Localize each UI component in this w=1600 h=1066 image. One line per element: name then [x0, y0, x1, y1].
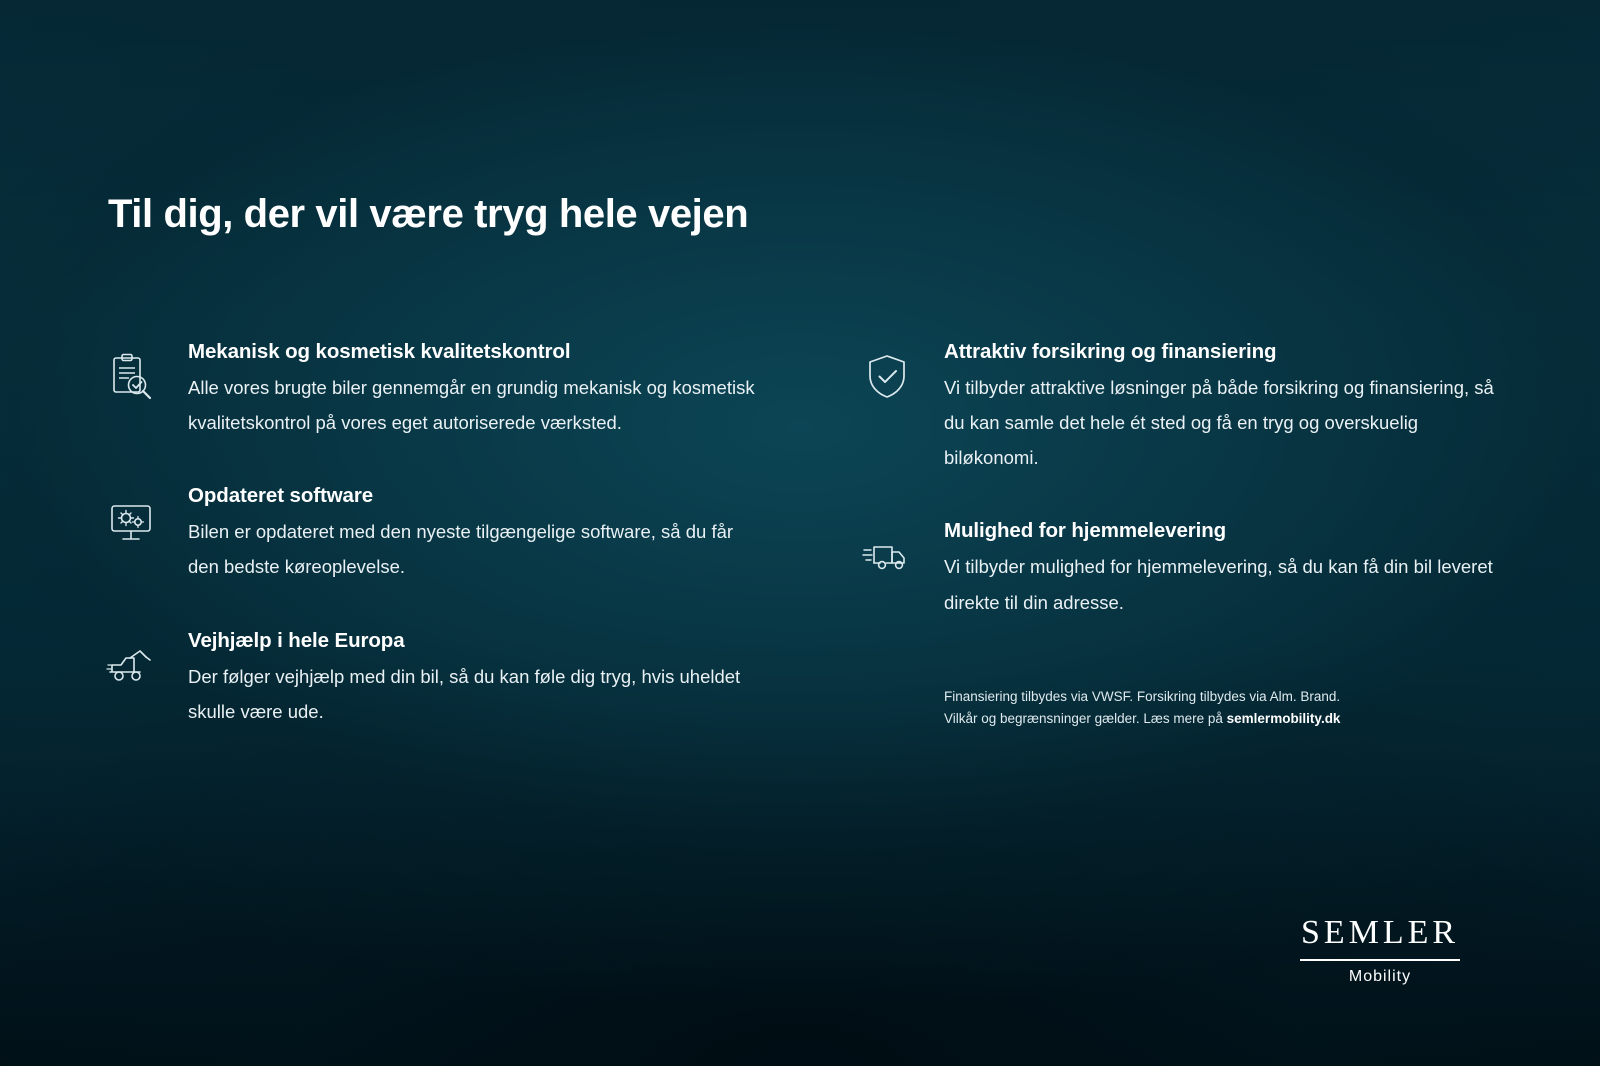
- features-columns: [100, 340, 1520, 773]
- logo-subtitle: Mobility: [1348, 968, 1412, 985]
- page-title: Til dig, der vil være tryg hele vejen: [108, 192, 749, 236]
- feature-text: [188, 629, 760, 729]
- feature-body: Der følger vejhjælp med din bil, så du kan føle dig tryg, hvis uheldet skulle være ude.: [188, 665, 741, 722]
- feature-item: [100, 340, 760, 440]
- feature-item: [856, 340, 1516, 475]
- shield-check-icon: [856, 340, 944, 404]
- tow-truck-icon: [100, 629, 188, 693]
- feature-heading: Opdateret software: [188, 484, 374, 508]
- feature-item: [856, 519, 1516, 619]
- disclaimer-line-2-text: Vilkår og begrænsninger gælder. Læs mere på: [944, 710, 1227, 726]
- feature-text: [188, 484, 760, 584]
- feature-body: Bilen er opdateret med den nyeste tilgængelige software, så du får den bedste køreoplevelse.: [188, 521, 734, 578]
- feature-item: [100, 629, 760, 729]
- features-column-right: [856, 340, 1516, 773]
- feature-body: Vi tilbyder attraktive løsninger på både forsikring og finansiering, så du kan samle det hele ét sted og få en tryg og overskuelig biløkonomi.: [944, 377, 1494, 469]
- logo-wordmark: SEMLER: [1300, 913, 1460, 951]
- clipboard-check-magnifier-icon: [100, 340, 188, 404]
- feature-heading: Mulighed for hjemmelevering: [944, 519, 1227, 543]
- feature-heading: Attraktiv forsikring og finansiering: [944, 340, 1277, 363]
- logo-divider: [1300, 959, 1460, 961]
- feature-heading: Mekanisk og kosmetisk kvalitetskontrol: [188, 340, 571, 363]
- feature-text: [944, 519, 1516, 619]
- features-column-left: [100, 340, 760, 773]
- feature-body: Alle vores brugte biler gennemgår en grundig mekanisk og kosmetisk kvalitetskontrol på vores eget autoriserede værksted.: [188, 377, 755, 434]
- feature-text: [944, 340, 1516, 475]
- feature-text: [188, 340, 760, 440]
- disclaimer: [944, 686, 1464, 731]
- semler-mobility-logo: [1280, 914, 1480, 986]
- feature-body: Vi tilbyder mulighed for hjemmelevering, så du kan få din bil leveret direkte til din adresse.: [944, 556, 1493, 613]
- disclaimer-line-2: [944, 708, 1464, 730]
- feature-item: [100, 484, 760, 584]
- disclaimer-line-1: Finansiering tilbydes via VWSF. Forsikring tilbydes via Alm. Brand.: [944, 688, 1341, 704]
- feature-heading: Vejhjælp i hele Europa: [188, 628, 405, 652]
- disclaimer-link[interactable]: semlermobility.dk: [1226, 710, 1341, 726]
- delivery-truck-icon: [856, 519, 944, 583]
- monitor-gears-icon: [100, 484, 188, 548]
